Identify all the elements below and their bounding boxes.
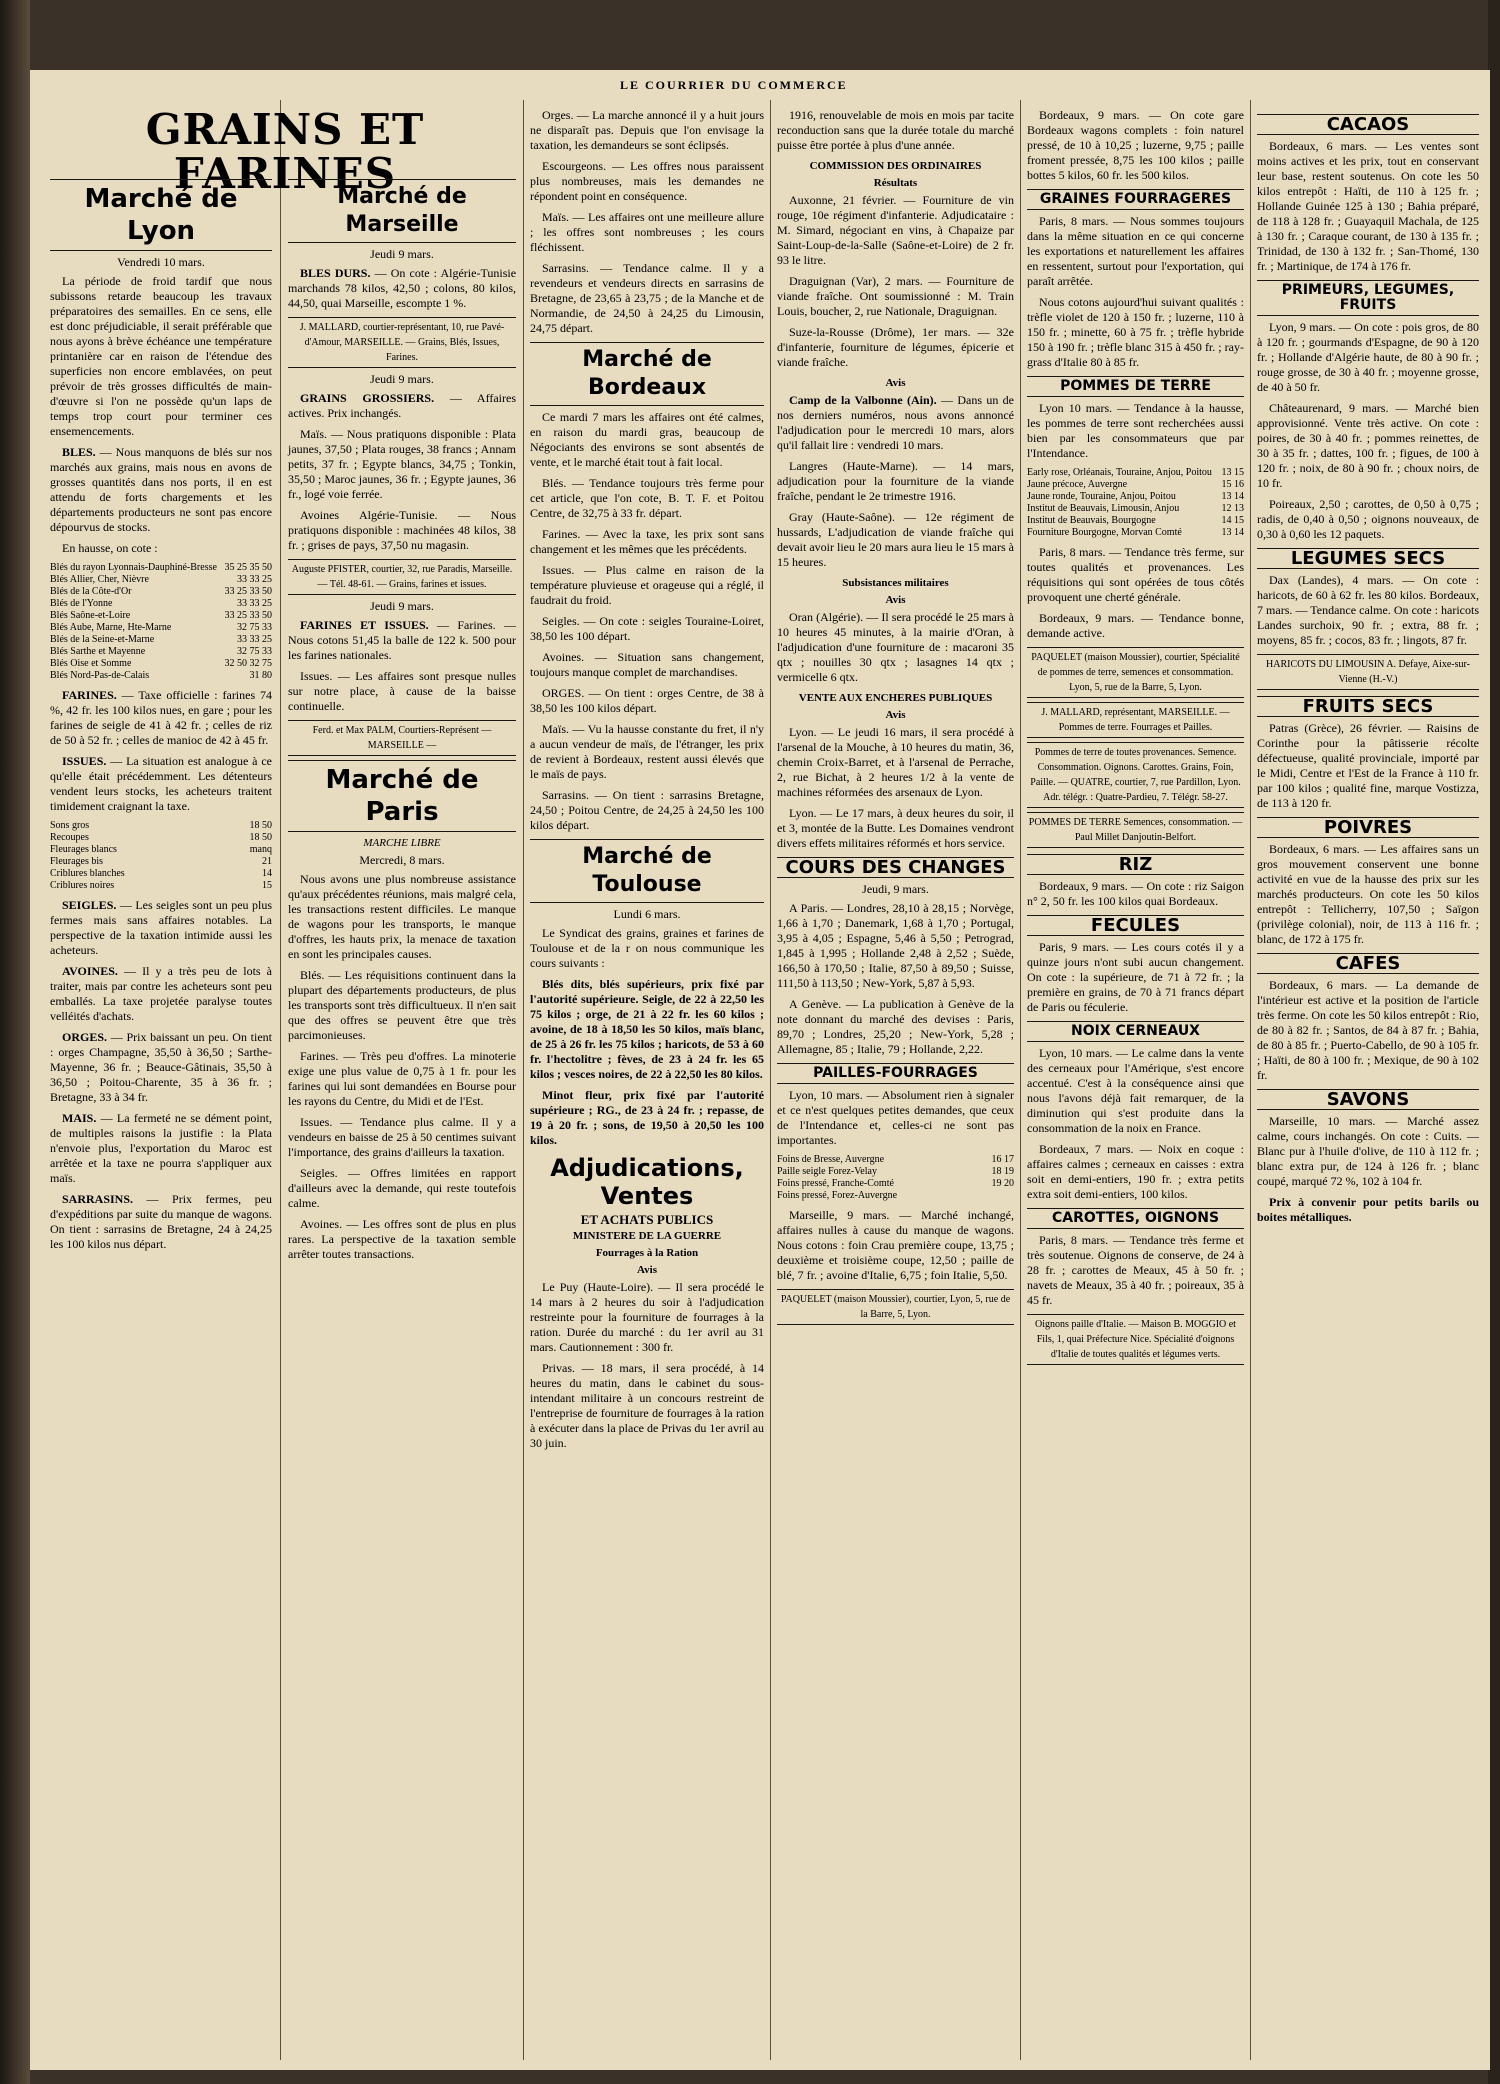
subheading: Subsistances militaires xyxy=(842,577,949,589)
table-row xyxy=(1027,515,1244,527)
subheading: Avis xyxy=(885,594,906,606)
table-row xyxy=(50,646,272,658)
paragraph-head: MAIS. xyxy=(62,1111,97,1125)
section-date: Jeudi 9 mars. xyxy=(370,372,434,386)
section-subtitle: ET ACHATS PUBLICS xyxy=(580,1212,714,1227)
table-row xyxy=(50,634,272,646)
article-paragraph: Bordeaux, 7 mars. — Noix en coque : affaires calmes ; cerneaux en caisses : extra soit en demi-entiers, 190 fr. ; extra petits extra soit demi-entiers, 100 kilos. xyxy=(1027,1142,1244,1201)
section-title-lyon: Marché de Lyon xyxy=(50,179,272,251)
price-value: 18 50 xyxy=(249,832,272,843)
paragraph-head: ORGES. xyxy=(62,1030,108,1044)
price-label: Blés de l'Yonne xyxy=(50,598,113,609)
section-date: Vendredi 10 mars. xyxy=(117,255,205,269)
banner-title: GRAINS ET FARINES xyxy=(145,105,425,198)
table-row xyxy=(50,670,272,682)
table-row xyxy=(1027,503,1244,515)
price-value: 13 15 xyxy=(1221,467,1244,478)
article-paragraph: Paris, 8 mars. — Tendance très ferme et très soutenue. Oignons de conserve, de 24 à 28 fr. ; carottes de Meaux, 45 à 50 fr. ; navets de Meaux, 35 à 40 fr. ; poireaux, 35 à 45 fr. xyxy=(1027,1233,1244,1307)
article-paragraph: Bordeaux, 9 mars. — On cote gare Bordeaux wagons complets : foin naturel pressé, de 10 à 10,25 ; luzerne, 9,75 ; paille froment pressée, 8,75 les 100 kilos ; paille bottes 5 kilos, 60 fr. les 500 kilos. xyxy=(1027,108,1244,182)
section-title-paris: Marché de Paris xyxy=(288,760,516,832)
article-paragraph: — Prix fermes, peu d'expéditions par suite du manque de wagons. On tient : sarrasins de Bretagne, 24 à 24,25 les 100 kilos nus départ. xyxy=(50,1192,272,1251)
section-title-riz: RIZ xyxy=(1027,854,1244,875)
article-paragraph: Lyon, 10 mars. — Absolument rien à signaler et ce n'est quelques petites demandes, que ceux de l'Intendance et, celles-ci ne sont pas importantes. xyxy=(777,1088,1014,1147)
article-paragraph: Blés. — Tendance toujours très ferme pour cet article, que l'on cote, B. T. F. et Poitou Centre, de 32,75 à 33 fr. départ. xyxy=(530,476,764,520)
price-table xyxy=(50,820,272,892)
column-lyon xyxy=(50,175,272,2065)
price-label: Paille seigle Forez-Velay xyxy=(777,1166,877,1177)
article-paragraph: Farines. — Très peu d'offres. La minoterie exige une plus value de 0,75 à 1 fr. pour les farines qui lui sont demandées en Bourse pour les rayons du Centre, du Midi et de l'Est. xyxy=(288,1049,516,1108)
section-title-carottes: CAROTTES, OIGNONS xyxy=(1027,1208,1244,1229)
subheading: Résultats xyxy=(873,177,918,189)
table-row xyxy=(50,856,272,868)
article-paragraph: Lyon, 10 mars. — Le calme dans la vente des cerneaux pour l'Amérique, s'est encore accentué. C'est à la conséquence ainsi que nous l'avons déjà fait remarquer, de la diminution qui s'est produite dans la consommation de la noix en France. xyxy=(1027,1046,1244,1135)
price-label: Foins pressé, Forez-Auvergne xyxy=(777,1190,898,1201)
article-paragraph: — La situation est analogue à ce qu'elle était précédemment. Les détenteurs vendent leurs stocks, les acheteurs traitent timidement craignant la taxe. xyxy=(50,754,272,813)
section-title-toulouse: Marché de Toulouse xyxy=(530,839,764,903)
price-label: Early rose, Orléanais, Touraine, Anjou, Poitou xyxy=(1027,467,1212,478)
column-fourrages-legumes xyxy=(1027,108,1244,2063)
table-row xyxy=(50,586,272,598)
price-value: 15 16 xyxy=(1221,479,1244,490)
table-row xyxy=(777,1190,1014,1202)
table-row xyxy=(50,880,272,892)
price-value: manq xyxy=(249,844,272,855)
article-paragraph: Poireaux, 2,50 ; carottes, de 0,50 à 0,75 ; radis, de 0,40 à 0,50 ; oignons nouveaux, de 0,30 à 0,60 les 12 paquets. xyxy=(1257,497,1479,541)
price-value: 19 20 xyxy=(991,1178,1014,1189)
article-paragraph: Marseille, 10 mars. — Marché assez calme, cours inchangés. On cote : Cuits. — Blanc pur à l'huile d'olive, de 110 à 112 fr. ; blanc extra pur, de 124 à 126 fr. ; blanc coupé, marqué 72 %, 102 à 104 fr. xyxy=(1257,1114,1479,1188)
column-rule xyxy=(770,100,771,2060)
article-paragraph: Marseille, 9 mars. — Marché inchangé, affaires nulles à cause du manque de wagons. Nous cotons : foin Crau première coupe, 13,75 ; deuxième et troisième coupe, 12,50 ; paille de blé, 7 fr. ; avoine d'Italie, 6,75 ; foin Italie, 5,50. xyxy=(777,1208,1014,1282)
paragraph-head: FARINES. xyxy=(62,688,117,702)
column-marseille-paris xyxy=(288,175,516,2065)
article-paragraph: Paris, 9 mars. — Les cours cotés il y a quinze jours n'ont subi aucun changement. On cote : la supérieure, de 71 à 72 fr. ; la première en grains, de 70 à 71 francs départ de Paris ou féculerie. xyxy=(1027,940,1244,1014)
price-value: 33 33 25 xyxy=(237,634,272,645)
article-paragraph: Seigles. — Offres limitées en rapport d'ailleurs avec la demande, qui reste toutefois calme. xyxy=(288,1166,516,1210)
paragraph-head: BLES. xyxy=(62,445,96,459)
article-paragraph: — Dans un de nos derniers numéros, nous avons annoncé l'adjudication pour le mercredi 10 mars, alors qu'il fallait lire : vendredi 10 mars. xyxy=(777,393,1014,452)
article-paragraph: Blés. — Les réquisitions continuent dans la plupart des départements producteurs, de plus les transports sont très difficultueux. Il n'en sait que des offres se peuvent être que très parcimonieuses. xyxy=(288,968,516,1042)
article-paragraph: Lyon. — Le jeudi 16 mars, il sera procédé à l'arsenal de la Mouche, à 10 heures du matin, 36, chemin Croix-Barret, et à l'arsenal de Perrache, 2, rue Bichat, à 2 heures 1/2 à la vente de machines réformées des arsenaux de Lyon. xyxy=(777,725,1014,799)
column-rule xyxy=(1020,100,1021,2060)
section-date: Mercredi, 8 mars. xyxy=(359,853,445,867)
price-value: 31 80 xyxy=(249,670,272,681)
section-title-savons: SAVONS xyxy=(1257,1089,1479,1110)
article-paragraph: — La fermeté ne se dément point, de multiples raisons la justifie : la Plata n'envoie plus, l'exportation du Maroc est arrêtée et la taxe ne pourra s'appliquer aux maïs. xyxy=(50,1111,273,1185)
article-paragraph: — On cote : Algérie-Tunisie marchands 78 kilos, 42,50 ; colons, 80 kilos, 44,50, quai Marseille, escompte 1 %. xyxy=(288,266,517,310)
price-label: Blés Aube, Marne, Hte-Marne xyxy=(50,622,172,633)
article-paragraph: Bordeaux, 6 mars. — Les ventes sont moins actives et les prix, tout en conservant leur base, restent soutenus. On cote les 50 kilos entrepôt : Haïti, de 110 à 125 fr. ; Hollande Guinée 125 à 130 ; Bahia préparé, de 118 à 128 fr. ; Guayaquil Machala, de 125 à 130 fr. ; Caraque courant, de 130 à 135 fr. ; Trinidad, de 130 à 132 fr. ; San-Thomé, 130 fr. ; Martinique, de 174 à 176 fr. xyxy=(1257,139,1479,273)
subheading: VENTE AUX ENCHERES PUBLIQUES xyxy=(798,692,993,704)
article-paragraph: Privas. — 18 mars, il sera procédé, à 14 heures du matin, dans le cabinet du sous-intendant militaire à un concours restreint de l'entreprise de fourniture de fourrages à la ration à exécuter dans la place de Privas du 1er avril au 30 juin. xyxy=(530,1361,764,1450)
price-label: Blés Saône-et-Loire xyxy=(50,610,131,621)
article-paragraph: Avoines. — Les offres sont de plus en plus rares. La perspective de la taxation semble arrêter toutes transactions. xyxy=(288,1217,516,1261)
article-paragraph: Draguignan (Var), 2 mars. — Fourniture de viande fraîche. Ont soumissionné : M. Train Louis, boucher, 2, rue Nationale, Draguignan. xyxy=(777,274,1014,318)
paragraph-head: AVOINES. xyxy=(62,964,118,978)
article-paragraph: Minot fleur, prix fixé par l'autorité supérieure ; RG., de 23 à 24 fr. ; repasse, de 19 à 20 fr. ; sons, de 19,50 à 20,50 les 100 kilos. xyxy=(530,1088,764,1147)
ministry-heading: MINISTERE DE LA GUERRE xyxy=(572,1230,722,1242)
table-row xyxy=(50,598,272,610)
price-value: 33 33 25 xyxy=(237,598,272,609)
price-value: 33 25 33 50 xyxy=(224,586,272,597)
article-paragraph: Sarrasins. — On tient : sarrasins Bretagne, 24,50 ; Poitou Centre, de 24,25 à 24,50 les 100 kilos départ. xyxy=(530,788,764,832)
price-value xyxy=(971,1190,1014,1202)
article-paragraph: En hausse, on cote : xyxy=(62,541,158,555)
price-label: Blés Nord-Pas-de-Calais xyxy=(50,670,150,681)
subheading: Fourrages à la Ration xyxy=(595,1247,699,1259)
article-paragraph: Dax (Landes), 4 mars. — On cote : haricots, de 60 à 62 fr. les 80 kilos. Bordeaux, 7 mars. — Tendance calme. On cote : haricots Landes surchoix, 90 fr. ; extra, 88 fr. ; moyens, 85 fr. ; cocos, 83 fr. ; lingots, 87 fr. xyxy=(1257,573,1479,647)
price-label: Sons gros xyxy=(50,820,90,831)
broker-advertisement: J. MALLARD, représentant, MARSEILLE. — Pommes de terre. Fourrages et Pailles. xyxy=(1027,702,1244,738)
article-paragraph: Seigles. — On cote : seigles Touraine-Loiret, 38,50 les 100 départ. xyxy=(530,614,764,643)
article-paragraph: Maïs. — Les affaires ont une meilleure allure ; les offres sont nombreuses ; les cours fléchissent. xyxy=(530,210,764,254)
article-paragraph: ORGES. — On tient : orges Centre, de 38 à 38,50 les 100 kilos départ. xyxy=(530,686,764,715)
article-paragraph: Lyon. — Le 17 mars, à deux heures du soir, il et 3, montée de la Butte. Les Domaines vendront divers effets militaires réformés et hors service. xyxy=(777,806,1014,850)
article-paragraph: Avoines Algérie-Tunisie. — Nous pratiquons disponible : machinées 48 kilos, 38 fr. ; grises de pays, 37,50 nu magasin. xyxy=(288,508,516,552)
article-paragraph: Escourgeons. — Les offres nous paraissent plus nombreuses, mais les demandes ne répondent point en conséquence. xyxy=(530,159,764,203)
price-label: Blés du rayon Lyonnais-Dauphiné-Bresse xyxy=(50,562,217,573)
article-paragraph: Auxonne, 21 février. — Fourniture de vin rouge, 10e régiment d'infanterie. Adjudicataire : M. Simard, négociant en vins, à Chapaize par Saint-Loup-de-la-Salle (Saône-et-Loire) de 2 fr. 93 le litre. xyxy=(777,193,1014,267)
section-title-noix: NOIX CERNEAUX xyxy=(1027,1021,1244,1042)
table-row xyxy=(50,844,272,856)
column-cacaos-savons xyxy=(1257,108,1479,2063)
price-label: Blés de la Côte-d'Or xyxy=(50,586,132,597)
price-value: 16 17 xyxy=(991,1154,1014,1165)
table-row xyxy=(1027,527,1244,539)
section-title-fecules: FECULES xyxy=(1027,915,1244,936)
article-paragraph: — Farines. — Nous cotons 51,45 la balle de 122 k. 500 pour les farines nationales. xyxy=(288,618,517,662)
column-rule xyxy=(1250,100,1251,2060)
table-row xyxy=(50,868,272,880)
article-paragraph: Issues. — Les affaires sont presque nulles sur notre place, à cause de la baisse continuelle. xyxy=(288,669,516,713)
section-title-adjudications: Adjudications, Ventes xyxy=(550,1154,744,1210)
price-label: Institut de Beauvais, Bourgogne xyxy=(1027,515,1156,526)
article-paragraph: Langres (Haute-Marne). — 14 mars, adjudication pour la fourniture de la viande fraîche, pendant le 2e trimestre 1916. xyxy=(777,459,1014,503)
table-row xyxy=(50,832,272,844)
paragraph-head: SEIGLES. xyxy=(62,898,117,912)
article-paragraph: Avoines. — Situation sans changement, toujours manque complet de marchandises. xyxy=(530,650,764,679)
article-paragraph: Orges. — La marche annoncé il y a huit jours ne disparaît pas. Depuis que l'on envisage la taxation, les demandeurs se sont éclipsés. xyxy=(530,108,764,152)
price-value: 32 75 33 xyxy=(237,646,272,657)
article-paragraph: A Paris. — Londres, 28,10 à 28,15 ; Norvège, 1,66 à 1,70 ; Danemark, 1,68 à 1,70 ; Portugal, 3,95 à 4,05 ; Espagne, 5,46 à 5,50 ; Petrograd, 1,845 à 1,995 ; Hollande 2,48 à 2,52 ; Suède, 166,50 à 170,50 ; Italie, 87,50 à 89,50 ; Suisse, 111,50 à 113,50 ; New-York, 5,87 à 5,93. xyxy=(777,901,1014,990)
section-title-legumes-secs: LEGUMES SECS xyxy=(1257,548,1479,569)
subheading: Avis xyxy=(885,709,906,721)
article-paragraph: Gray (Haute-Saône). — 12e régiment de hussards, L'adjudication de viande fraîche qui devait avoir lieu le 20 mars aura lieu le 15 mars à 15 heures. xyxy=(777,510,1014,569)
article-paragraph: Bordeaux, 6 mars. — La demande de l'intérieur est active et la position de l'article très ferme. On cote les 50 kilos entrepôt : Rio, de 80 à 82 fr. ; Santos, de 84 à 87 fr. ; Bahia, de 80 à 85 fr. ; Puerto-Cabello, de 90 à 105 fr. ; Haïti, de 80 à 100 fr. ; Mexique, de 90 à 102 fr. xyxy=(1257,978,1479,1082)
price-value: 33 33 25 xyxy=(237,574,272,585)
table-row xyxy=(50,562,272,574)
article-paragraph: Blés dits, blés supérieurs, prix fixé par l'autorité supérieure. Seigle, de 22 à 22,50 les 75 kilos ; orge, de 21 à 22 fr. les 60 kilos ; avoine, de 18 à 18,50 les 50 kilos, maïs blanc, de 25 à 26 fr. les 75 kilos ; haricots, de 53 à 60 fr. l'hectolitre ; fèves, de 23 à 24 fr. les 65 kilos ; vesces noires, de 22 à 22,50 les 80 kilos. xyxy=(530,977,764,1081)
article-paragraph: — Prix baissant un peu. On tient : orges Champagne, 35,50 à 36,50 ; Sarthe-Mayenne, 36 fr. ; Beauce-Gâtinais, 35,50 à 36,50 ; Poitou-Charente, 35 à 36 fr. ; Bretagne, 33 à 34 fr. xyxy=(50,1030,273,1104)
section-title-marseille: Marché de Marseille xyxy=(288,179,516,243)
broker-advertisement: PAQUELET (maison Moussier), courtier, Lyon, 5, rue de la Barre, 5, Lyon. xyxy=(777,1289,1014,1325)
table-row xyxy=(50,574,272,586)
price-value: 32 75 33 xyxy=(237,622,272,633)
price-label: Jaune précoce, Auvergne xyxy=(1027,479,1128,490)
article-paragraph: Bordeaux, 6 mars. — Les affaires sans un gros mouvement conservent une bonne activité en vue de la hausse des prix sur les marchés producteurs. On cote les 50 kilos entrepôt : Tellicherry, 107,50 ; Saïgon (privilège colonial), noir, de 113 à 116 fr. ; blanc, de 172 à 175 fr. xyxy=(1257,842,1479,946)
section-date: Jeudi, 9 mars. xyxy=(862,882,929,896)
section-subtitle: MARCHE LIBRE xyxy=(363,837,441,849)
price-label: Fourniture Bourgogne, Morvan Comté xyxy=(1027,527,1182,538)
price-value: 18 50 xyxy=(249,820,272,831)
section-title-changes: COURS DES CHANGES xyxy=(777,857,1014,878)
table-row xyxy=(777,1166,1014,1178)
table-row xyxy=(50,658,272,670)
table-row xyxy=(1027,467,1244,479)
section-title-pailles: PAILLES-FOURRAGES xyxy=(777,1063,1014,1084)
article-paragraph: Paris, 8 mars. — Tendance très ferme, sur toutes qualités et provenances. Les réquisitions qui sont opérées de tous côtés provoquent une cherté générale. xyxy=(1027,545,1244,604)
section-date: Jeudi 9 mars. xyxy=(370,247,434,261)
article-paragraph: — Les seigles sont un peu plus fermes mais sans affaires notables. La perspective de la taxation intimide aussi les acheteurs. xyxy=(50,898,273,957)
column-rule xyxy=(280,100,281,2060)
article-paragraph: Patras (Grèce), 26 février. — Raisins de Corinthe pour la pâtisserie récolte défectueuse, qualité provinciale, importé par le Midi, Centre et l'Est de la France à 110 fr. par 100 kilos ; qualité fine, marque Vostizza, de 113 à 120 fr. xyxy=(1257,721,1479,810)
price-value: 32 50 32 75 xyxy=(224,658,272,669)
section-title-graines: GRAINES FOURRAGERES xyxy=(1027,189,1244,210)
article-paragraph: Bordeaux, 9 mars. — On cote : riz Saigon n° 2, 50 fr. les 100 kilos quai Bordeaux. xyxy=(1027,879,1244,908)
broker-advertisement: Auguste PFISTER, courtier, 32, rue Paradis, Marseille. — Tél. 48-61. — Grains, farines et issues. xyxy=(288,559,516,595)
article-paragraph: Lyon, 9 mars. — On cote : pois gros, de 80 à 120 fr. ; gourmands d'Espagne, de 90 à 120 fr. ; Hollande d'Algérie haute, de 80 à 90 fr. ; rouge grosse, de 30 à 40 fr. ; moyenne grosse, de 40 à 50 fr. xyxy=(1257,320,1479,394)
section-date: Lundi 6 mars. xyxy=(613,907,681,921)
article-paragraph: Prix à convenir pour petits barils ou boites métalliques. xyxy=(1257,1195,1479,1224)
paragraph-head: Camp de la Valbonne (Ain). xyxy=(789,393,937,407)
article-paragraph: — Affaires actives. Prix inchangés. xyxy=(288,391,517,420)
article-paragraph: Oran (Algérie). — Il sera procédé le 25 mars à 10 heures 45 minutes, à la mairie d'Oran, à l'adjudication d'une fourniture de : macaroni 35 qtx ; nouilles 30 qtx ; lasagnes 14 qtx ; vermicelle 6 qtx. xyxy=(777,610,1014,684)
table-row xyxy=(777,1178,1014,1190)
price-value: 13 14 xyxy=(1221,491,1244,502)
price-table xyxy=(777,1154,1014,1202)
running-head: LE COURRIER DU COMMERCE xyxy=(620,78,848,92)
price-label: Recoupes xyxy=(50,832,89,843)
article-paragraph: Nous avons une plus nombreuse assistance qu'aux précédentes réunions, mais malgré cela, les transactions restent difficiles. Le manque de wagons pour les transports, le manque d'offres, les hauts prix, la menace de taxation en sont les principales causes. xyxy=(288,872,516,961)
price-label: Institut de Beauvais, Limousin, Anjou xyxy=(1027,503,1180,514)
price-value: 35 25 35 50 xyxy=(224,562,272,573)
scan-top-border xyxy=(30,0,1500,70)
broker-advertisement: Oignons paille d'Italie. — Maison B. MOGGIO et Fils, 1, quai Préfecture Nice. Spécialité d'oignons d'Italie de toutes qualités et légumes verts. xyxy=(1027,1314,1244,1365)
price-value: 12 13 xyxy=(1221,503,1244,514)
article-paragraph: — Taxe officielle : farines 74 %, 42 fr. les 100 kilos nues, en gare ; pour les farines de seigle de 41 à 42 fr. ; celles de riz de 50 à 52 fr. ; celles de manioc de 42 à 45 fr. xyxy=(50,688,273,747)
table-row xyxy=(50,820,272,832)
column-rule xyxy=(523,100,524,2060)
subheading: Avis xyxy=(637,1264,657,1276)
price-label: Fleurages blancs xyxy=(50,844,117,855)
price-label: Blés Oise et Somme xyxy=(50,658,132,669)
paragraph-head: SARRASINS. xyxy=(62,1192,134,1206)
price-value: 15 xyxy=(262,880,272,891)
price-value: 33 25 33 50 xyxy=(224,610,272,621)
article-paragraph: A Genève. — La publication à Genève de la note donnant du marché des devises : Paris, 89,70 ; Londres, 25,20 ; New-York, 5,28 ; Allemagne, 85 ; Italie, 79 ; Hollande, 2,22. xyxy=(777,997,1014,1056)
article-paragraph: Ce mardi 7 mars les affaires ont été calmes, en raison du mardi gras, beaucoup de Négociants des environs se sont absentés de vente, et le marché était tout à fait local. xyxy=(530,410,764,469)
binding-gutter xyxy=(0,0,30,2084)
section-title-cacaos: CACAOS xyxy=(1257,114,1479,135)
broker-advertisement: HARICOTS DU LIMOUSIN A. Defaye, Aixe-sur-Vienne (H.-V.) xyxy=(1257,654,1479,690)
article-paragraph: — Il y a très peu de lots à traiter, mais par contre les acheteurs sont peu emballés. La taxe projetée paralyse toutes velléités d'achats. xyxy=(50,964,272,1023)
article-paragraph: La période de froid tardif que nous subissons retarde beaucoup les travaux préparatoires des semailles. En ce sens, elle est donc préjudiciable, il serait préférable que nous ayons à brève échéance une température printanière car en raison de l'étendue des superficies non encore emblavées, on peut prévoir de très grosses difficultés de main-d'œuvre si l'on ne possède qu'un laps de temps trop court pour terminer ces ensemencements. xyxy=(50,274,272,438)
table-row xyxy=(50,610,272,622)
price-label: Blés de la Seine-et-Marne xyxy=(50,634,155,645)
paragraph-head: BLES DURS. xyxy=(300,266,371,280)
article-paragraph: Lyon 10 mars. — Tendance à la hausse, les pommes de terre sont recherchées aussi bien par les consommateurs que par l'Intendance. xyxy=(1027,401,1244,460)
article-paragraph: Sarrasins. — Tendance calme. Il y a revendeurs et vendeurs directs en sarrasins de Bretagne, de 23,65 à 23,75 ; de la Manche et de Normandie, de 24,50 à 24,25 du Limousin, 24,75 départ. xyxy=(530,261,764,335)
price-value: 13 14 xyxy=(1221,527,1244,538)
article-paragraph: Maïs. — Vu la hausse constante du fret, il n'y a aucun vendeur de maïs, de l'étranger, les prix de revient à Bordeaux, restent aussi élevés que le maïs de pays. xyxy=(530,722,764,781)
column-bordeaux-toulouse xyxy=(530,108,764,2063)
paragraph-head: ISSUES. xyxy=(62,754,107,768)
article-paragraph: — Nous manquons de blés sur nos marchés aux grains, mais nous en avons de grosses quantités dans nos ports, il en est attendu de forts chargements et les départements producteurs ne sont pas encore dépourvus de stocks. xyxy=(50,445,272,534)
table-row xyxy=(777,1154,1014,1166)
article-paragraph: Issues. — Tendance plus calme. Il y a vendeurs en baisse de 25 à 50 centimes suivant l'importance, des grains d'ailleurs la taxation. xyxy=(288,1115,516,1159)
paragraph-head: FARINES ET ISSUES. xyxy=(300,618,429,632)
article-paragraph: Issues. — Plus calme en raison de la température pluvieuse et orageuse qui a réglé, il faudrait du froid. xyxy=(530,563,764,607)
subheading: Avis xyxy=(885,377,906,389)
paragraph-head: GRAINS GROSSIERS. xyxy=(300,391,435,405)
section-title-bordeaux: Marché de Bordeaux xyxy=(530,342,764,406)
column-adjudications-changes xyxy=(777,108,1014,2063)
broker-advertisement: J. MALLARD, courtier-représentant, 10, rue Pavé-d'Amour, MARSEILLE. — Grains, Blés, Issues, Farines. xyxy=(288,317,516,368)
price-value: 14 15 xyxy=(1221,515,1244,526)
table-row xyxy=(1027,479,1244,491)
article-paragraph: Châteaurenard, 9 mars. — Marché bien approvisionné. Vente très active. On cote : poires, de 30 à 40 fr. ; pommes reinettes, de 30 à 35 fr. ; dattes, 100 fr. ; figues, de 100 à 120 fr. ; noix, de 80 à 90 fr. ; choux noirs, de 10 fr. xyxy=(1257,401,1479,490)
price-label: Foins pressé, Franche-Comté xyxy=(777,1178,894,1189)
price-label: Criblures blanches xyxy=(50,868,125,879)
price-label: Blés Allier, Cher, Nièvre xyxy=(50,574,149,585)
price-table xyxy=(1027,467,1244,539)
price-label: Blés Sarthe et Mayenne xyxy=(50,646,146,657)
price-table xyxy=(50,562,272,682)
table-row xyxy=(1027,491,1244,503)
price-value: 21 xyxy=(262,856,272,867)
section-title-cafes: CAFES xyxy=(1257,953,1479,974)
article-paragraph: Bordeaux, 9 mars. — Tendance bonne, demande active. xyxy=(1027,611,1244,640)
section-title-poivres: POIVRES xyxy=(1257,817,1479,838)
article-paragraph: Le Puy (Haute-Loire). — Il sera procédé le 14 mars à 2 heures du soir à l'adjudication restreinte pour la fourniture de fourrages à la ration. Durée du marché : du 1er avril au 31 mars. Cautionnement : 300 fr. xyxy=(530,1280,764,1354)
broker-advertisement: Ferd. et Max PALM, Courtiers-Représent — MARSEILLE — xyxy=(288,720,516,756)
price-value: 18 19 xyxy=(991,1166,1014,1177)
article-paragraph: Le Syndicat des grains, graines et farines de Toulouse et de la r on nous communique les cours suivants : xyxy=(530,926,764,970)
price-label: Fleurages bis xyxy=(50,856,104,867)
table-row xyxy=(50,622,272,634)
broker-advertisement: PAQUELET (maison Moussier), courtier, Spécialité de pommes de terre, semences et consommation. Lyon, 5, rue de la Barre, 5, Lyon. xyxy=(1027,647,1244,698)
subheading: COMMISSION DES ORDINAIRES xyxy=(809,160,982,172)
price-label: Foins de Bresse, Auvergne xyxy=(777,1154,885,1165)
article-paragraph: Maïs. — Nous pratiquons disponible : Plata jaunes, 37,50 ; Plata rouges, 38 francs ; Annam petits, 37 fr. ; Egypte blancs, 34,75 ; Tonkin, 35,50 ; Maroc jaunes, 36 fr. ; Egypte jaunes, 36 fr., logé voie ferrée. xyxy=(288,427,516,501)
article-paragraph: 1916, renouvelable de mois en mois par tacite reconduction sans que la durée totale du marché puisse être portée à plus d'une année. xyxy=(777,108,1014,152)
article-paragraph: Paris, 8 mars. — Nous sommes toujours dans la même situation en ce qui concerne les exportations et naturellement les affaires en ressentent, surtout pour l'exportation, qui paraît arrêtée. xyxy=(1027,214,1244,288)
section-title-fruits-secs: FRUITS SECS xyxy=(1257,696,1479,717)
article-paragraph: Nous cotons aujourd'hui suivant qualités : trèfle violet de 120 à 150 fr. ; luzerne, 110 à 150 fr. ; minette, 60 à 75 fr. ; trèfle hybride 150 à 190 fr. ; trèfle blanc 315 à 450 fr. ; ray-grass d'Italie 80 à 85 fr. xyxy=(1027,295,1244,369)
price-label: Criblures noires xyxy=(50,880,115,891)
section-title-primeurs: PRIMEURS, LEGUMES, FRUITS xyxy=(1257,280,1479,316)
article-paragraph: Suze-la-Rousse (Drôme), 1er mars. — 32e d'infanterie, fourniture de légumes, épicerie et viande fraîche. xyxy=(777,325,1014,369)
broker-advertisement: POMMES DE TERRE Semences, consommation. — Paul Millet Danjoutin-Belfort. xyxy=(1027,812,1244,848)
section-date: Jeudi 9 mars. xyxy=(370,599,434,613)
price-label: Jaune ronde, Touraine, Anjou, Poitou xyxy=(1027,491,1176,502)
broker-advertisement: Pommes de terre de toutes provenances. Semence. Consommation. Oignons. Carottes. Grains, Foin, Paille. — QUATRE, courtier, 7, rue Pardillon, Lyon. Adr. télégr. : Quatre-Pardieu, 7. Télégr. 58-27. xyxy=(1027,742,1244,808)
banner-area xyxy=(50,105,520,198)
section-title-pommes-de-terre: POMMES DE TERRE xyxy=(1027,376,1244,397)
price-value: 14 xyxy=(262,868,272,879)
article-paragraph: Farines. — Avec la taxe, les prix sont sans changement et les mêmes que les précédents. xyxy=(530,527,764,556)
